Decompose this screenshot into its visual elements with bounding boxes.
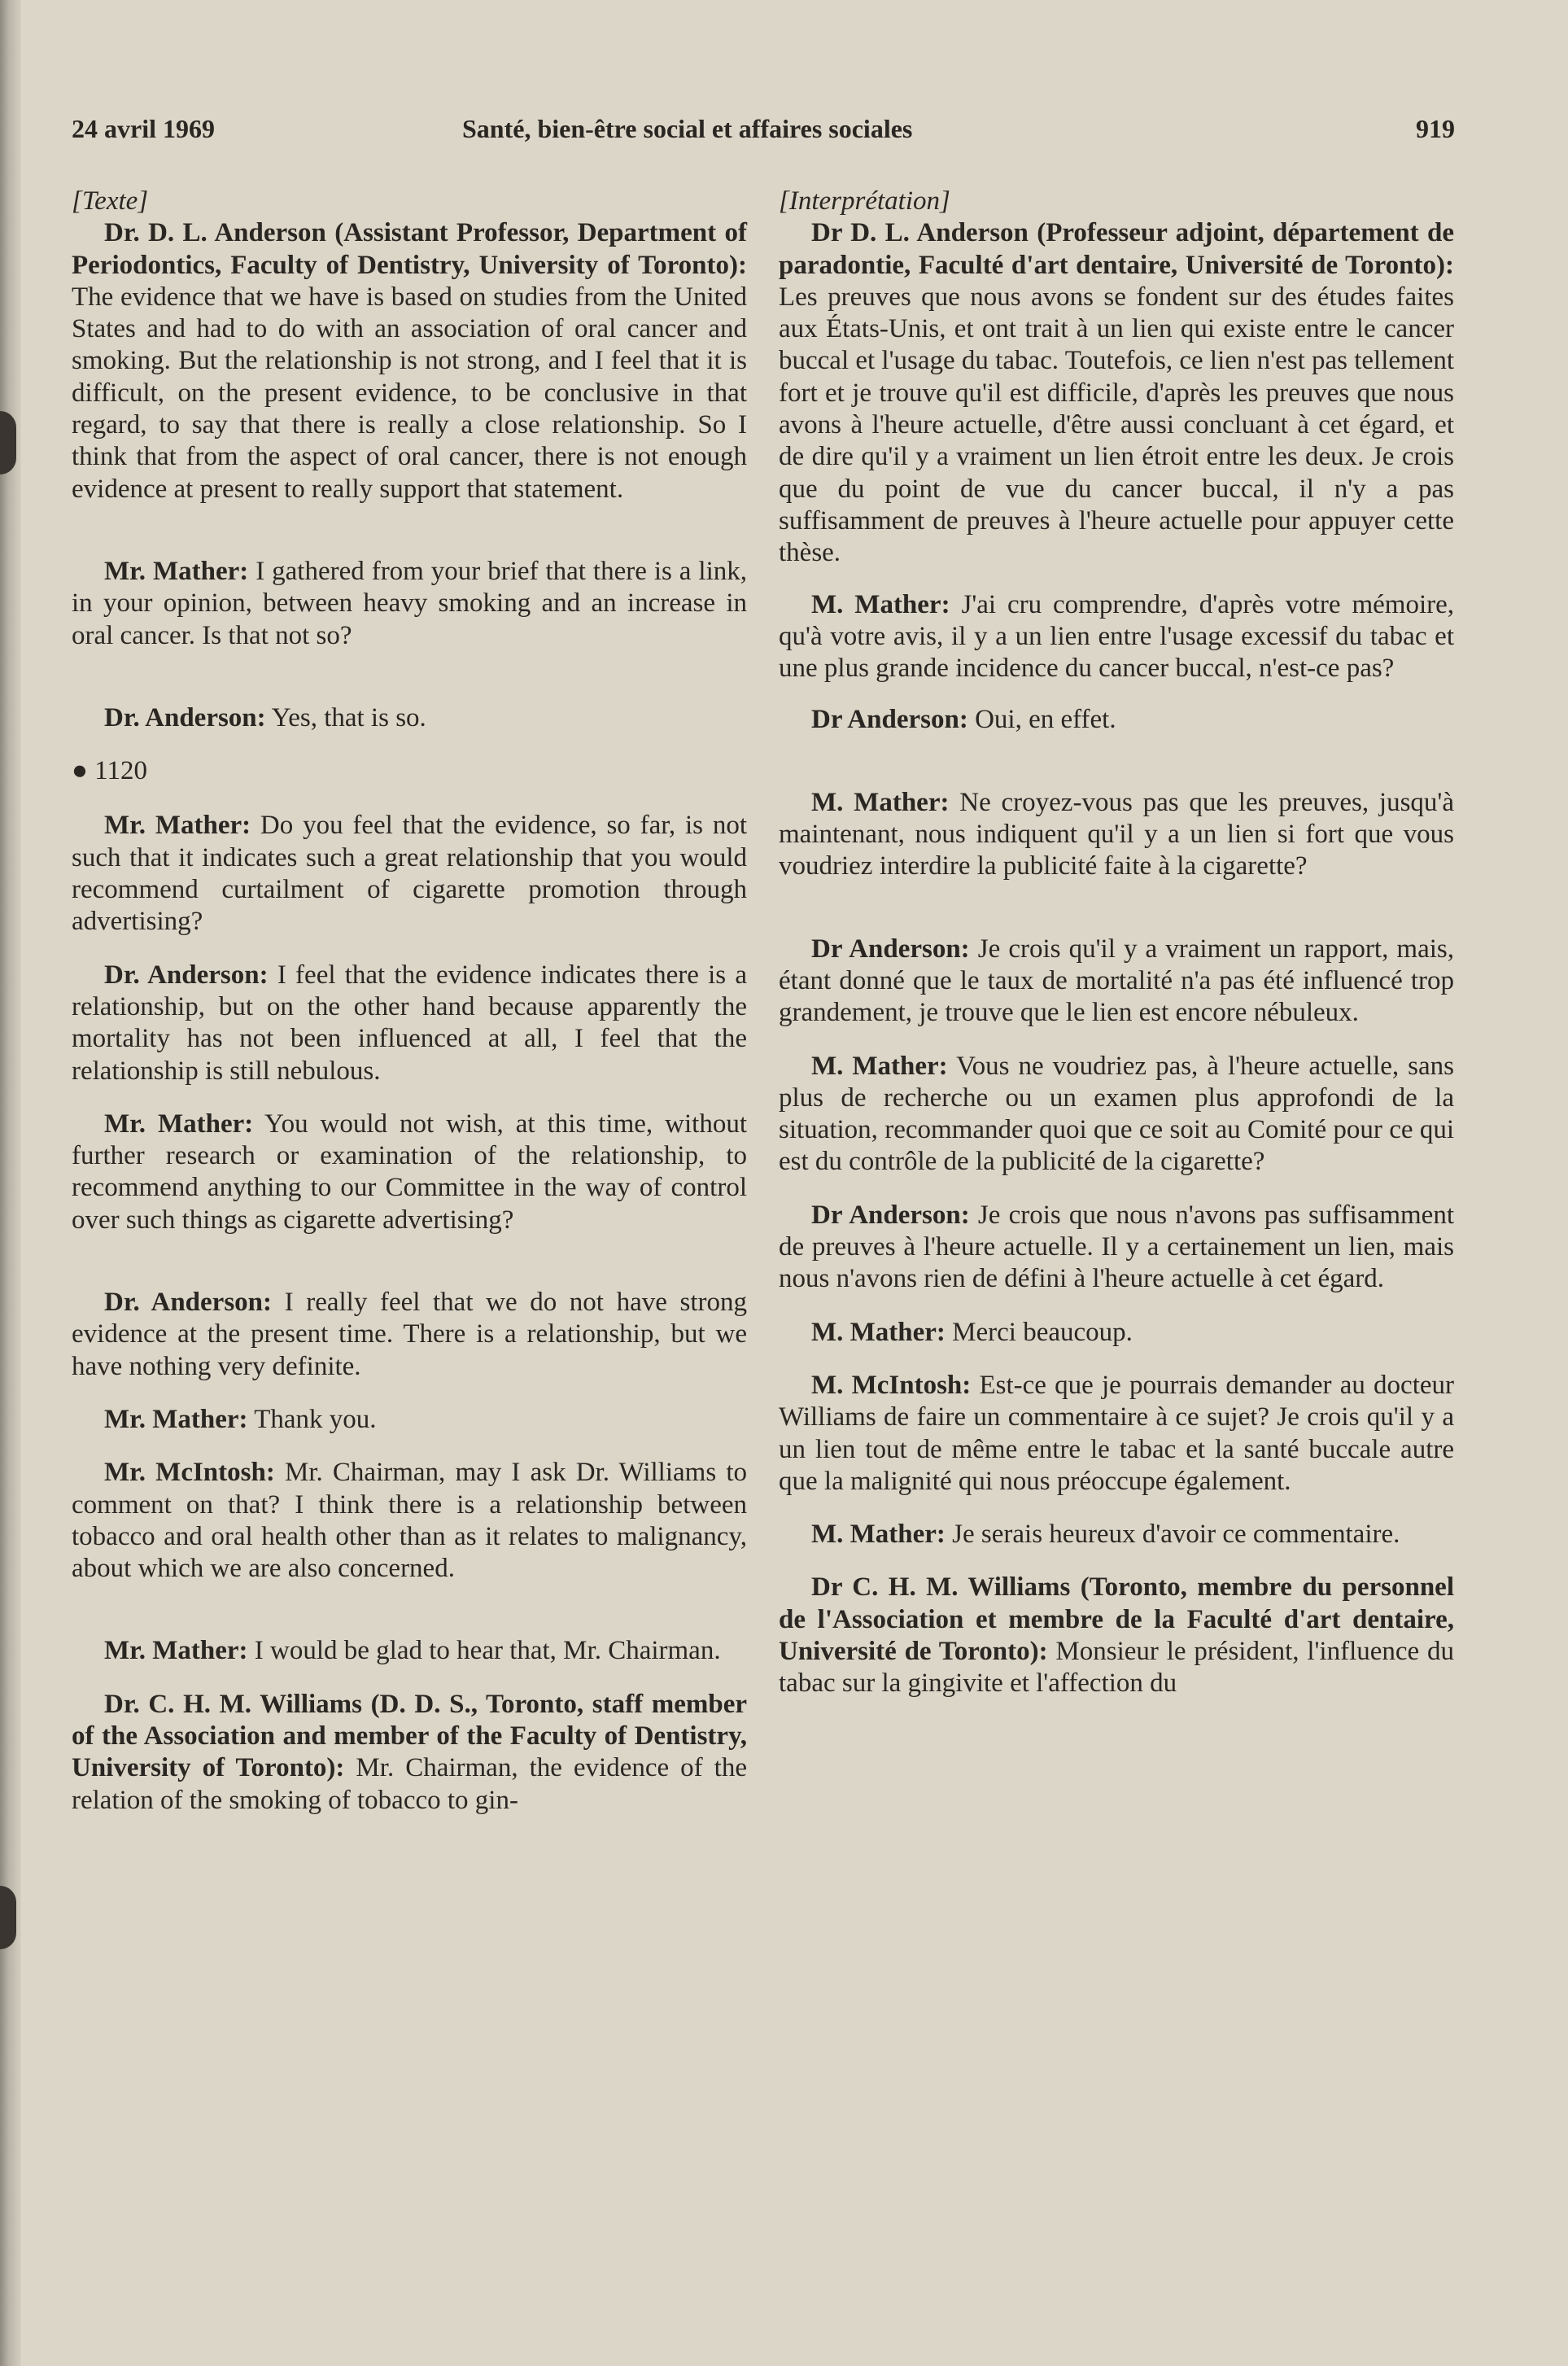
speaker-name: M. Mather: (811, 1317, 946, 1347)
speech-text: Mr. Chairman, the evidence of the relation of the smoking of tobacco to gin- (72, 1753, 747, 1815)
speech-paragraph (779, 1200, 1454, 1296)
speech-paragraph (779, 1370, 1454, 1498)
speech-text: Merci beaucoup. (945, 1317, 1133, 1347)
speech-paragraph (779, 934, 1454, 1030)
speech-text: I would be glad to hear that, Mr. Chairman. (247, 1636, 721, 1666)
time-marker: ● 1120 (72, 756, 147, 786)
header-date: 24 avril 1969 (72, 114, 215, 143)
speaker-name: Dr. Anderson: (104, 1288, 273, 1318)
language-label: [Interprétation] (779, 186, 950, 216)
speaker-name: Dr Anderson: (811, 1200, 970, 1230)
speech-paragraph (72, 217, 747, 505)
speech-paragraph (779, 217, 1454, 569)
speech-paragraph (779, 589, 1454, 685)
binding-hole (0, 1886, 16, 1949)
speech-paragraph (72, 1635, 747, 1667)
speaker-name: Dr D. L. Anderson (Professeur adjoint, département de paradontie, Faculté d'art dentaire, Université de Toronto): (779, 218, 1454, 280)
speech-text: Vous ne voudriez pas, à l'heure actuelle, sans plus de recherche ou un examen plus approfondi de la situation, recommander quoi que ce soit au Comité pour ce qui est du contrôle de la publicité de la cigarette? (779, 1051, 1454, 1177)
page-number: 919 (1416, 114, 1455, 143)
speech-text: Je crois qu'il y a vraiment un rapport, mais, étant donné que le taux de mortalité n'a pas été influencé trop grandement, je trouve que le lien est encore nébuleux. (779, 934, 1454, 1028)
speaker-name: Mr. Mather: (104, 811, 251, 841)
language-label: [Texte] (72, 186, 149, 216)
header-title: Santé, bien-être social et affaires sociales (462, 114, 913, 143)
speaker-name: M. Mather: (811, 1051, 948, 1081)
speech-text: Ne croyez-vous pas que les preuves, jusqu'à maintenant, nous indiquent qu'il y a un lien si fort que vous voudriez interdire la publicité faite à la cigarette? (779, 787, 1455, 881)
speech-text: Monsieur le président, l'influence du tabac sur la gingivite et l'affection du (779, 1636, 1454, 1699)
page-header (72, 114, 1455, 155)
speech-paragraph (779, 787, 1454, 883)
speech-paragraph (779, 1572, 1454, 1699)
speech-paragraph (72, 1287, 747, 1383)
speech-text: I really feel that we do not have strong evidence at the present time. There is a relationship, but we have nothing very definite. (72, 1288, 747, 1381)
page-edge (0, 0, 21, 2366)
speech-text: You would not wish, at this time, without further research or examination of the relationship, to recommend anything to our Committee in the way of control over such things as cigarette advertising? (72, 1109, 747, 1235)
speech-paragraph (779, 1051, 1454, 1179)
speaker-name: M. Mather: (811, 589, 950, 619)
speaker-name: Mr. McIntosh: (104, 1458, 275, 1488)
speaker-name: M. Mather: (811, 1520, 946, 1550)
speech-paragraph (72, 960, 747, 1087)
speech-text: Thank you. (247, 1404, 377, 1434)
speaker-name: Dr. Anderson: (104, 960, 269, 990)
speech-paragraph (72, 1457, 747, 1585)
speaker-name: Mr. Mather: (104, 1636, 248, 1666)
english-column (72, 186, 747, 1817)
speech-text: Est-ce que je pourrais demander au docteur Williams de faire un commentaire à ce sujet? Je crois qu'il y a un lien tout de même entre le tabac et la santé buccale autre que la malignité qui nous préoccupe également. (779, 1370, 1455, 1496)
speaker-name: Dr Anderson: (811, 705, 968, 735)
speaker-name: Dr. Anderson: (104, 702, 266, 733)
speech-paragraph (72, 1109, 747, 1236)
speech-paragraph (72, 556, 747, 652)
speaker-name: Mr. Mather: (104, 556, 249, 586)
speech-text: Je serais heureux d'avoir ce commentaire. (945, 1520, 1400, 1550)
speech-text: Do you feel that the evidence, so far, is not such that it indicates such a great relationship that you would recommend curtailment of cigarette promotion through advertising? (72, 811, 747, 937)
speech-text: J'ai cru comprendre, d'après votre mémoire, qu'à votre avis, il y a un lien entre l'usage excessif du tabac et une plus grande incidence du cancer buccal, n'est-ce pas? (779, 589, 1454, 684)
speech-text: The evidence that we have is based on studies from the United States and had to do with an association of oral cancer and smoking. But the relationship is not strong, and I feel that it is difficult, on the present evidence, to be conclusive in that regard, to say that there is really a close relationship. So I think that from the aspect of oral cancer, there is not enough evidence at present to really support that statement. (72, 282, 747, 504)
speaker-name: Dr C. H. M. Williams (Toronto, membre du personnel de l'Association et membre de la Faculté d'art dentaire, Université de Toronto): (779, 1572, 1454, 1666)
speech-text: Je crois que nous n'avons pas suffisamment de preuves à l'heure actuelle. Il y a certainement un lien, mais nous n'avons rien de défini à l'heure actuelle à cet égard. (779, 1200, 1454, 1294)
speech-paragraph (72, 1404, 747, 1436)
speech-text: Yes, that is so. (265, 702, 426, 733)
speaker-name: Mr. Mather: (104, 1109, 254, 1139)
speaker-name: M. McIntosh: (811, 1370, 972, 1400)
speaker-name: M. Mather: (811, 787, 950, 817)
speaker-name: Dr. D. L. Anderson (Assistant Professor, Department of Periodontics, Faculty of Dentistry, University of Toronto): (72, 218, 747, 280)
speaker-name: Dr. C. H. M. Williams (D. D. S., Toronto, staff member of the Association and member of the Faculty of Dentistry, University of Toronto): (72, 1689, 747, 1783)
speech-paragraph (779, 704, 1454, 736)
speech-text: Les preuves que nous avons se fondent sur des études faites aux États-Unis, et ont trait à un lien qui existe entre le cancer buccal et l'usage du tabac. Toutefois, ce lien n'est pas tellement fort et je trouve qu'il est difficile, d'après les preuves que nous avons à l'heure actuelle, d'être aussi concluant à cet égard, et de dire qu'il y a vraiment un lien étroit entre les deux. Je crois que du point de vue du cancer buccal, il n'y a pas suffisamment de preuves à l'heure actuelle pour appuyer cette thèse. (779, 282, 1455, 568)
speech-text: Oui, en effet. (967, 705, 1116, 735)
speaker-name: Mr. Mather: (104, 1404, 248, 1434)
speech-text: Mr. Chairman, may I ask Dr. Williams to comment on that? I think there is a relationship between tobacco and oral health other than as it relates to malignancy, about which we are also concerned. (72, 1458, 747, 1584)
french-column (779, 186, 1454, 1700)
binding-hole (0, 411, 16, 475)
speech-paragraph (779, 1317, 1454, 1349)
speech-text: I feel that the evidence indicates there is a relationship, but on the other hand because apparently the mortality has not been influenced at all, I feel that the relationship is still nebulous. (72, 960, 747, 1086)
speaker-name: Dr Anderson: (811, 934, 970, 964)
speech-text: I gathered from your brief that there is a link, in your opinion, between heavy smoking and an increase in oral cancer. Is that not so? (72, 556, 747, 650)
speech-paragraph (72, 1689, 747, 1817)
speech-paragraph (72, 810, 747, 938)
speech-paragraph (779, 1519, 1454, 1550)
speech-paragraph (72, 702, 747, 734)
